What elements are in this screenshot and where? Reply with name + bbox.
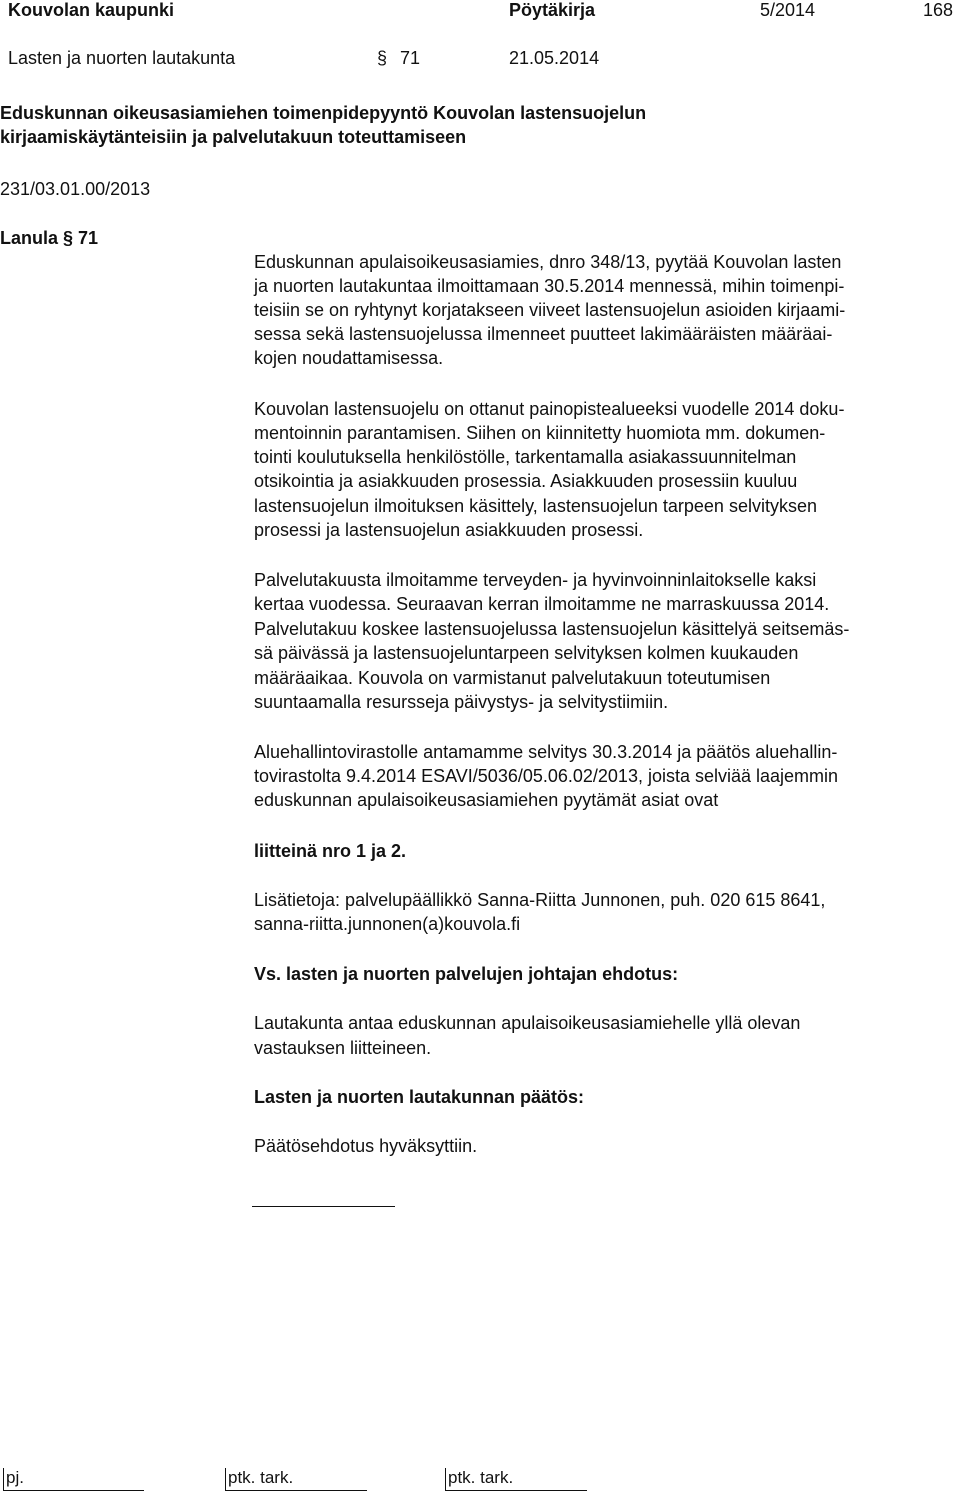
page-number: 168 [923, 0, 954, 20]
section-mark-icon: § [377, 48, 388, 68]
signature-line [3, 1490, 144, 1491]
decision-heading: Lasten ja nuorten lautakunnan päätös: [254, 1087, 585, 1107]
body-line: otsikointia ja asiakkuuden prosessia. Asiakkuuden prosessiin kuuluu [254, 471, 798, 491]
title-line: Eduskunnan oikeusasiamiehen toimenpidepyyntö Kouvolan lastensuojelun [0, 103, 647, 123]
proposal-line: Lautakunta antaa eduskunnan apulaisoikeusasiamiehelle yllä olevan [254, 1013, 801, 1033]
proposal-heading: Vs. lasten ja nuorten palvelujen johtajan ehdotus: [254, 964, 679, 984]
title-line: kirjaamiskäytänteisiin ja palvelutakuun toteuttamiseen [0, 127, 467, 147]
end-divider [252, 1206, 395, 1207]
initials-field-chair: pj. [6, 1468, 24, 1487]
body-line: Aluehallintovirastolle antamamme selvitys 30.3.2014 ja päätös aluehallin- [254, 742, 838, 762]
body-line: ja nuorten lautakuntaa ilmoittamaan 30.5.2014 mennessä, mihin toimenpi- [254, 276, 845, 296]
body-line: sä päivässä ja lastensuojeluntarpeen selvityksen kolmen kuukauden [254, 643, 799, 663]
body-line: Kouvolan lastensuojelu on ottanut painopistealueeksi vuodelle 2014 doku- [254, 399, 845, 419]
body-line: prosessi ja lastensuojelun asiakkuuden prosessi. [254, 520, 644, 540]
body-line: tovirastolta 9.4.2014 ESAVI/5036/05.06.02/2013, joista selviää laajemmin [254, 766, 839, 786]
initials-field-checker: ptk. tark. [228, 1468, 294, 1487]
document-type: Pöytäkirja [509, 0, 596, 20]
body-line: kojen noudattamisessa. [254, 348, 444, 368]
body-line: tointi koulutuksella henkilöstölle, tarkentamalla asiakassuunnitelman [254, 447, 797, 467]
contact-line: Lisätietoja: palvelupäällikkö Sanna-Riitta Junnonen, puh. 020 615 8641, [254, 890, 826, 910]
section-number: 71 [400, 48, 421, 68]
initials-field-checker: ptk. tark. [448, 1468, 514, 1487]
signature-tick [445, 1468, 446, 1490]
body-line: eduskunnan apulaisoikeusasiamiehen pyytämät asiat ovat [254, 790, 719, 810]
body-line: teisiin se on ryhtynyt korjatakseen viiveet lastensuojelun asioiden kirjaami- [254, 300, 846, 320]
body-line: määräaikaa. Kouvola on varmistanut palvelutakuun toteutumisen [254, 668, 771, 688]
contact-line: sanna-riitta.junnonen(a)kouvola.fi [254, 914, 521, 934]
signature-tick [225, 1468, 226, 1490]
page-ref: 5/2014 [760, 0, 816, 20]
board-name: Lasten ja nuorten lautakunta [8, 48, 236, 68]
proposal-line: vastauksen liitteineen. [254, 1038, 432, 1058]
attachments-note: liitteinä nro 1 ja 2. [254, 841, 407, 861]
body-line: Eduskunnan apulaisoikeusasiamies, dnro 348/13, pyytää Kouvolan lasten [254, 252, 842, 272]
decision-text: Päätösehdotus hyväksyttiin. [254, 1136, 478, 1156]
meeting-date: 21.05.2014 [509, 48, 600, 68]
section-label: Lanula § 71 [0, 228, 99, 248]
body-line: mentoinnin parantamisen. Siihen on kiinnitetty huomiota mm. dokumen- [254, 423, 826, 443]
body-line: sessa sekä lastensuojelussa ilmenneet puutteet lakimääräisten määräai- [254, 324, 833, 344]
signature-tick [3, 1468, 4, 1490]
org-name: Kouvolan kaupunki [8, 0, 175, 20]
signature-line [445, 1490, 587, 1491]
body-line: Palvelutakuusta ilmoitamme terveyden- ja hyvinvoinninlaitokselle kaksi [254, 570, 817, 590]
diary-number: 231/03.01.00/2013 [0, 179, 151, 199]
body-line: kertaa vuodessa. Seuraavan kerran ilmoitamme ne marraskuussa 2014. [254, 594, 830, 614]
body-line: suuntaamalla resursseja päivystys- ja selvitystiimiin. [254, 692, 669, 712]
body-line: lastensuojelun ilmoituksen käsittely, lastensuojelun tarpeen selvityksen [254, 496, 817, 516]
signature-line [225, 1490, 367, 1491]
body-line: Palvelutakuu koskee lastensuojelussa lastensuojelun käsittelyä seitsemäs- [254, 619, 850, 639]
